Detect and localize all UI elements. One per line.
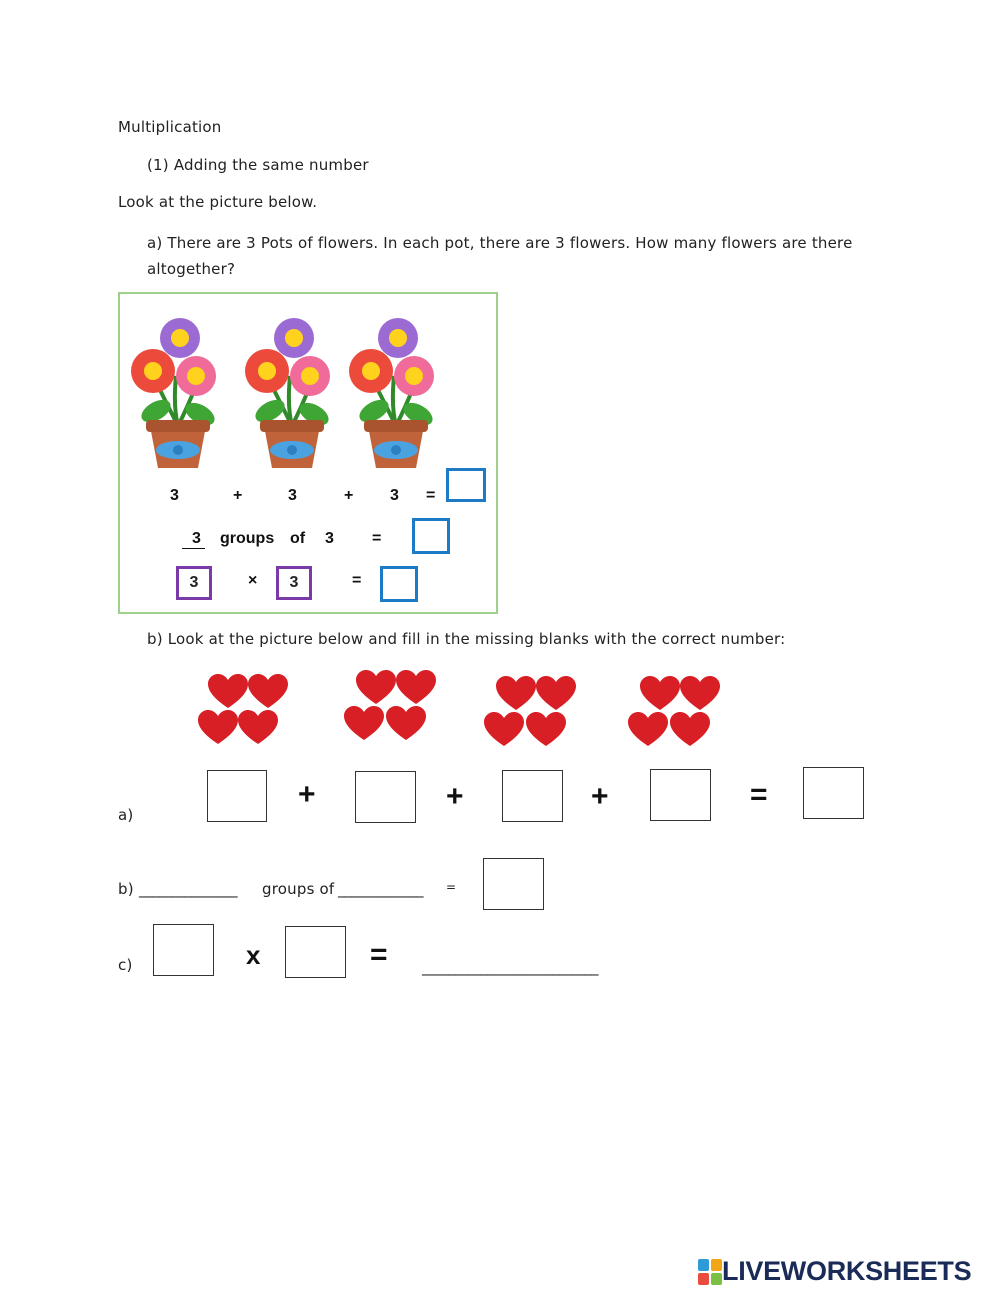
equals-sign: = [372, 530, 382, 547]
section-heading: (1) Adding the same number [147, 156, 369, 174]
equals-sign: = [426, 487, 436, 504]
factor-box-1: 3 [176, 566, 212, 600]
plus-sign: + [298, 778, 316, 811]
equals-sign: = [352, 572, 362, 589]
hearts-group-icon [342, 668, 438, 744]
hearts-group-icon [482, 674, 578, 750]
equals-sign: = [446, 880, 457, 894]
answer-box-groups[interactable] [412, 518, 450, 554]
logo-text: LIVEWORKSHEETS [722, 1256, 972, 1286]
answer-box-a2[interactable] [355, 771, 416, 823]
groups-word: groups [220, 530, 275, 547]
blank-groups[interactable]: _______________ [139, 880, 237, 898]
answer-box-a1[interactable] [207, 770, 267, 822]
part-a-label: a) [118, 806, 134, 824]
answer-box-b[interactable] [483, 858, 544, 910]
answer-box-a-total[interactable] [803, 767, 864, 819]
question-a: a) There are 3 Pots of flowers. In each pot, there are 3 flowers. How many flowers are there altogether? [147, 234, 853, 278]
answer-box-a3[interactable] [502, 770, 563, 822]
plus-sign: + [344, 487, 354, 504]
equals-sign: = [370, 938, 388, 971]
groups-of-text: groups of [262, 880, 335, 898]
blank-product[interactable]: ___________________________ [422, 958, 598, 976]
hearts-group-icon [198, 672, 294, 748]
hearts-group-icon [626, 674, 722, 750]
times-sign: × [248, 572, 258, 589]
flower-pot-icon [346, 316, 446, 476]
logo-icon [698, 1259, 722, 1285]
answer-box-c2[interactable] [285, 926, 346, 978]
flower-picture-box [118, 292, 498, 614]
factor-box-2: 3 [276, 566, 312, 600]
answer-box-a4[interactable] [650, 769, 711, 821]
groups-count: 3 [182, 530, 205, 549]
of-word: of [290, 530, 306, 547]
plus-sign: + [591, 780, 609, 813]
liveworksheets-logo [698, 1256, 971, 1287]
equals-sign: = [750, 778, 768, 811]
flower-pot-icon [242, 316, 342, 476]
group-size: 3 [325, 530, 334, 547]
part-c-label: c) [118, 956, 133, 974]
plus-sign: + [446, 780, 464, 813]
addend-2: 3 [288, 487, 297, 504]
blank-group-size[interactable]: _____________ [338, 880, 423, 898]
times-sign: x [246, 940, 261, 970]
answer-box-product[interactable] [380, 566, 418, 602]
addend-3: 3 [390, 487, 399, 504]
addend-1: 3 [170, 487, 179, 504]
answer-box-c1[interactable] [153, 924, 214, 976]
page-title: Multiplication [118, 118, 222, 136]
instruction: Look at the picture below. [118, 193, 318, 211]
flower-pot-icon [128, 316, 228, 476]
answer-box-sum[interactable] [446, 468, 486, 502]
question-b: b) Look at the picture below and fill in the missing blanks with the correct number: [147, 630, 786, 648]
part-b-label: b) [118, 880, 134, 898]
plus-sign: + [233, 487, 243, 504]
